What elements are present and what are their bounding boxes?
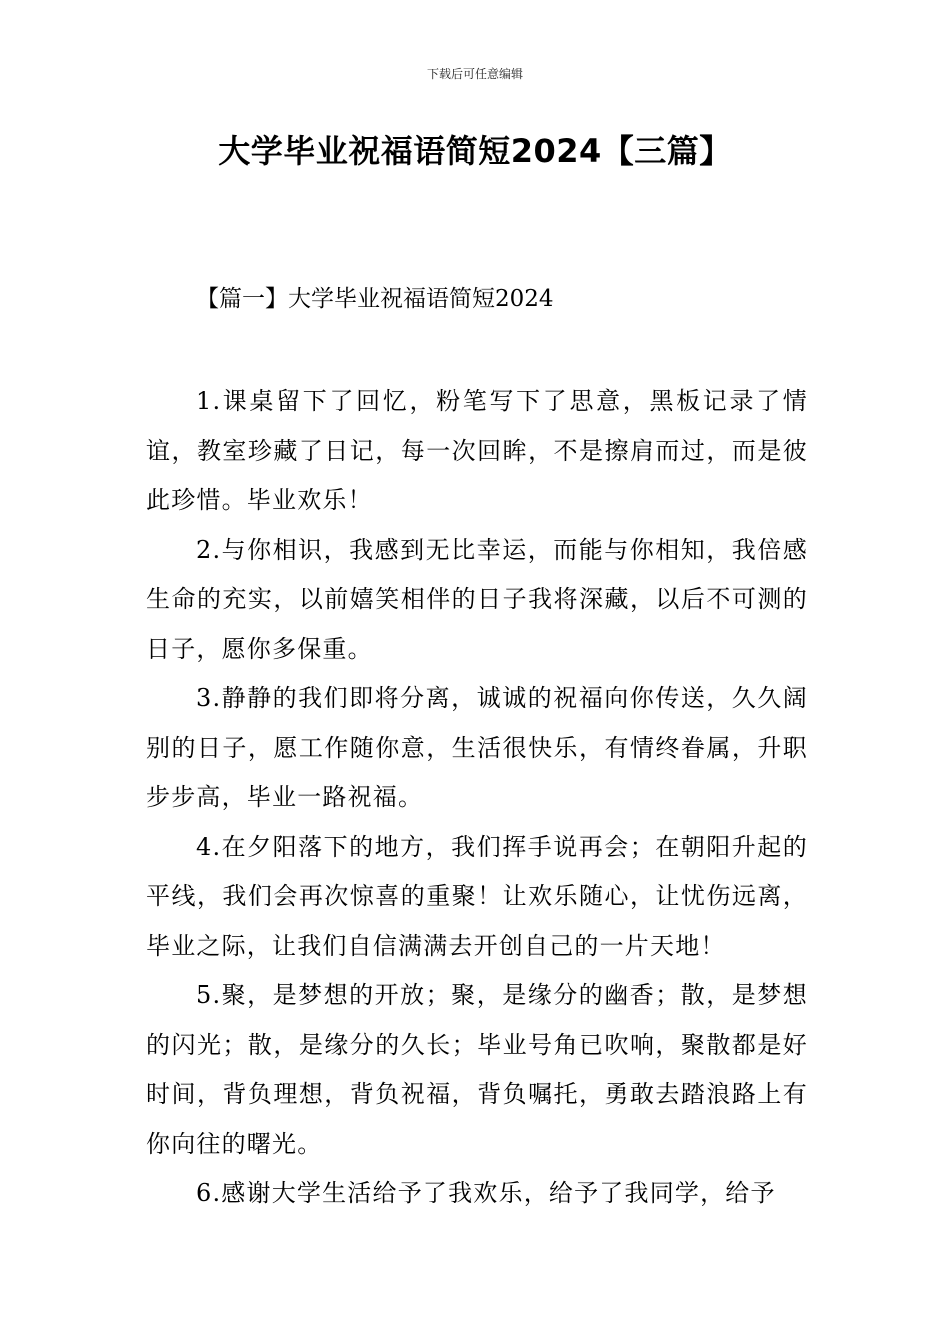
paragraph-1: 1.课桌留下了回忆，粉笔写下了思意，黑板记录了情谊，教室珍藏了日记，每一次回眸，不是擦肩而过，而是彼此珍惜。毕业欢乐！ <box>146 387 808 514</box>
document-body <box>146 377 808 1219</box>
paragraph-5: 5.聚，是梦想的开放；聚，是缘分的幽香；散，是梦想的闪光；散，是缘分的久长；毕业号角已吹响，聚散都是好时间，背负理想，背负祝福，背负嘱托，勇敢去踏浪路上有你向往的曙光。 <box>146 981 808 1158</box>
paragraph-4: 4.在夕阳落下的地方，我们挥手说再会；在朝阳升起的平线，我们会再次惊喜的重聚！让欢乐随心，让忧伤远离，毕业之际，让我们自信满满去开创自己的一片天地！ <box>146 832 808 960</box>
header-note: 下载后可任意编辑 <box>426 67 523 81</box>
paragraph-6: 6.感谢大学生活给予了我欢乐，给予了我同学，给予 <box>196 1179 776 1207</box>
paragraph-2: 2.与你相识，我感到无比幸运，而能与你相知，我倍感生命的充实，以前嬉笑相伴的日子我将深藏，以后不可测的日子，愿你多保重。 <box>146 535 808 663</box>
section-heading: 【篇一】大学毕业祝福语简短2024 <box>196 286 554 312</box>
document-title: 大学毕业祝福语简短2024【三篇】 <box>218 132 732 170</box>
paragraph-3: 3.静静的我们即将分离，诚诚的祝福向你传送，久久阔别的日子，愿工作随你意，生活很快乐，有情终眷属，升职步步高，毕业一路祝福。 <box>146 684 808 811</box>
